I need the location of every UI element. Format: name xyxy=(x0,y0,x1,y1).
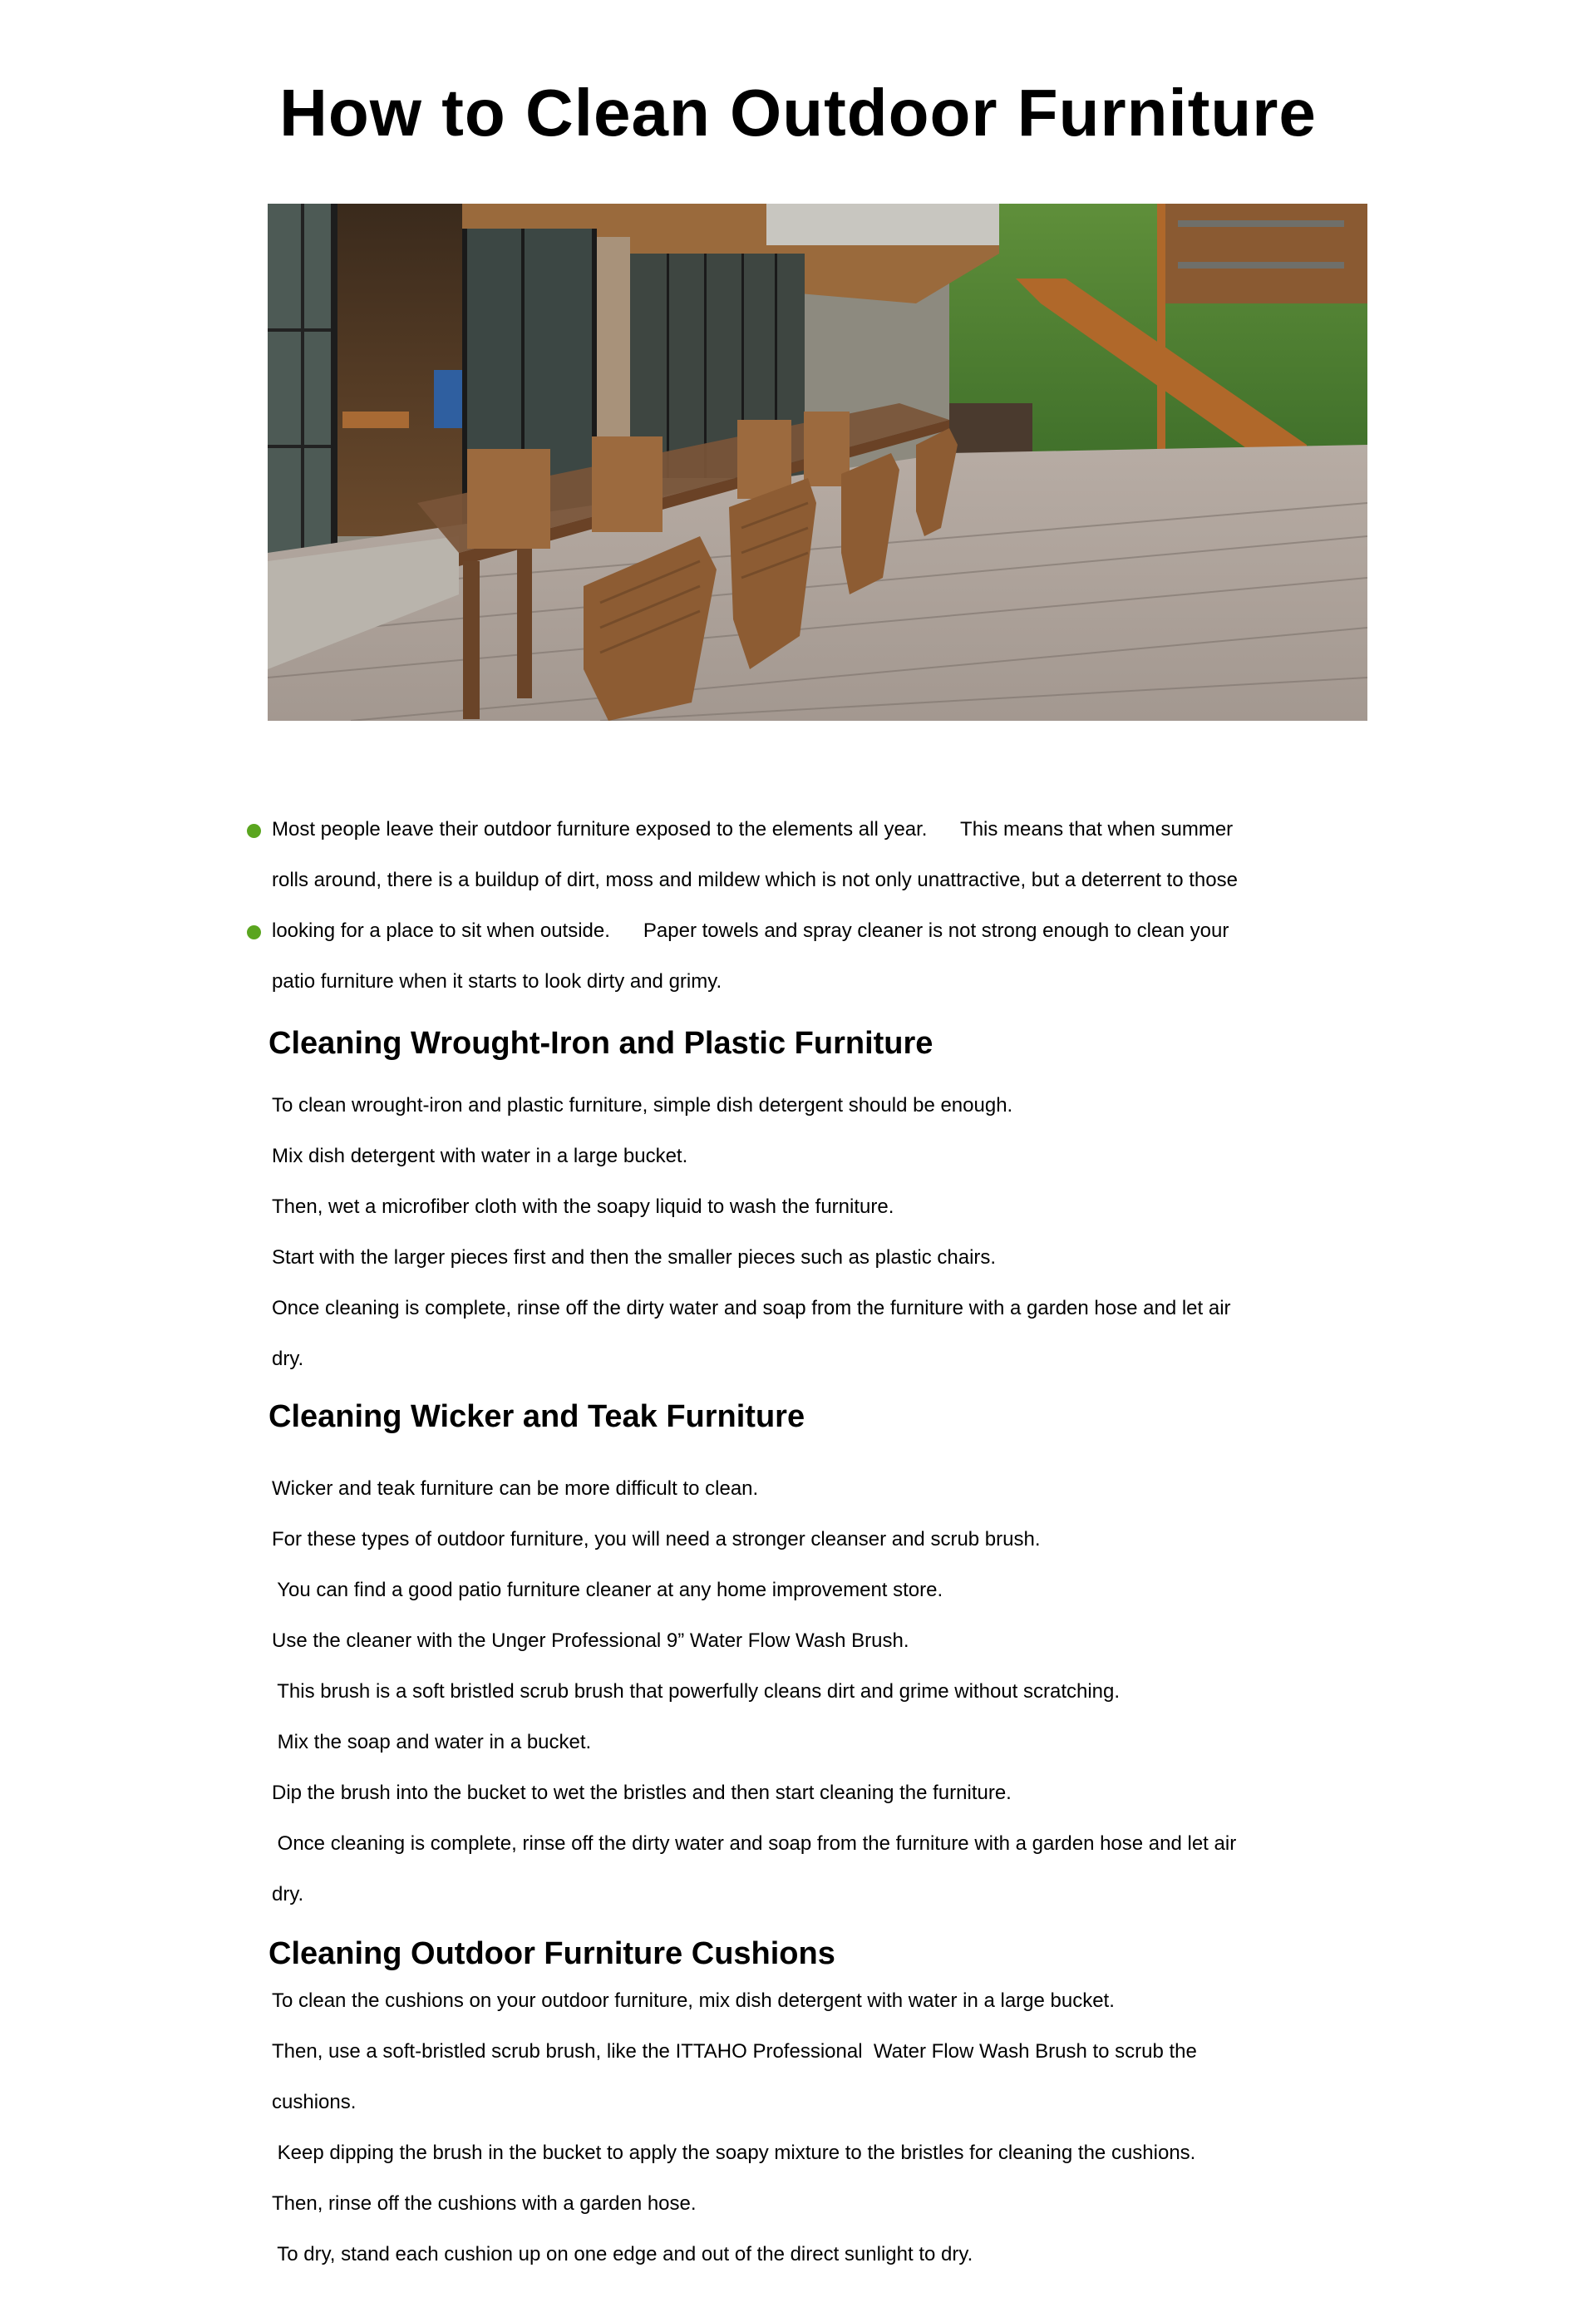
section-line: Once cleaning is complete, rinse off the dirty water and soap from the furniture with a garden hose and let air xyxy=(272,1832,1237,1855)
intro-line: patio furniture when it starts to look dirty and grimy. xyxy=(272,970,722,993)
section-line: Mix dish detergent with water in a large bucket. xyxy=(272,1145,688,1167)
section-line: This brush is a soft bristled scrub brush that powerfully cleans dirt and grime without scratching. xyxy=(272,1680,1121,1703)
section-line: Use the cleaner with the Unger Professional 9” Water Flow Wash Brush. xyxy=(272,1629,909,1652)
section-line: Start with the larger pieces first and then the smaller pieces such as plastic chairs. xyxy=(272,1246,997,1269)
page-title: How to Clean Outdoor Furniture xyxy=(279,76,1317,150)
section-line: For these types of outdoor furniture, you will need a stronger cleanser and scrub brush. xyxy=(272,1528,1041,1550)
section-line: To dry, stand each cushion up on one edge and out of the direct sunlight to dry. xyxy=(272,2243,973,2265)
section-line: Mix the soap and water in a bucket. xyxy=(272,1731,592,1753)
hero-image xyxy=(268,204,1367,721)
section-heading: Cleaning Wrought-Iron and Plastic Furniture xyxy=(268,1026,933,1061)
section-heading: Cleaning Wicker and Teak Furniture xyxy=(268,1399,805,1434)
section-line: Then, wet a microfiber cloth with the soapy liquid to wash the furniture. xyxy=(272,1196,894,1218)
section-line: dry. xyxy=(272,1883,304,1905)
section-line: dry. xyxy=(272,1348,304,1370)
section-line: cushions. xyxy=(272,2091,357,2113)
bullet-icon xyxy=(247,925,261,939)
intro-line: Most people leave their outdoor furniture exposed to the elements all year. This means that when summer xyxy=(272,818,1234,841)
intro-line: looking for a place to sit when outside. Paper towels and spray cleaner is not strong enough to clean your xyxy=(272,919,1229,942)
section-heading: Cleaning Outdoor Furniture Cushions xyxy=(268,1936,835,1971)
section-line: Once cleaning is complete, rinse off the dirty water and soap from the furniture with a garden hose and let air xyxy=(272,1297,1231,1319)
section-line: Dip the brush into the bucket to wet the bristles and then start cleaning the furniture. xyxy=(272,1782,1012,1804)
patio-photo xyxy=(268,204,1367,721)
section-line: Wicker and teak furniture can be more difficult to clean. xyxy=(272,1477,759,1500)
bullet-icon xyxy=(247,824,261,838)
section-line: You can find a good patio furniture cleaner at any home improvement store. xyxy=(272,1579,943,1601)
section-line: To clean the cushions on your outdoor furniture, mix dish detergent with water in a large bucket. xyxy=(272,1989,1115,2012)
section-line: Then, rinse off the cushions with a garden hose. xyxy=(272,2192,697,2215)
section-line: Keep dipping the brush in the bucket to apply the soapy mixture to the bristles for cleaning the cushions. xyxy=(272,2142,1196,2164)
section-line: Then, use a soft-bristled scrub brush, like the ITTAHO Professional Water Flow Wash Brush to scrub the xyxy=(272,2040,1197,2063)
intro-line: rolls around, there is a buildup of dirt, moss and mildew which is not only unattractive, but a deterrent to those xyxy=(272,869,1238,891)
section-line: To clean wrought-iron and plastic furniture, simple dish detergent should be enough. xyxy=(272,1094,1013,1117)
